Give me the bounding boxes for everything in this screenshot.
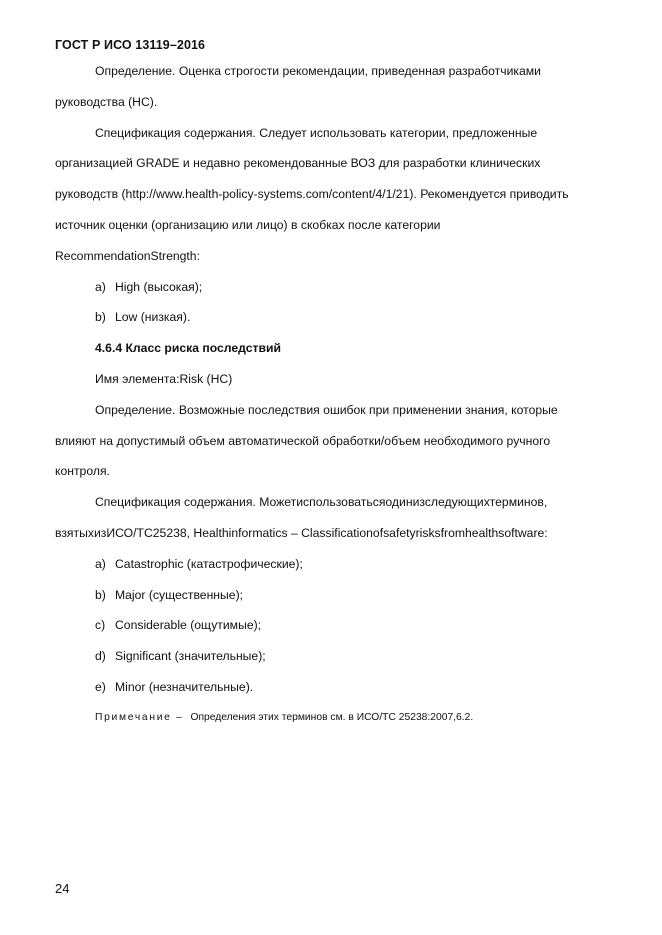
list-marker: e) [95,679,106,694]
list-item [55,610,630,641]
list-item [55,302,630,333]
spec-paragraph-line: взятыхизИСО/ТС25238, Healthinformatics – Classificationofsafetyrisksfromhealthsoftware: [55,525,548,540]
page-number: 24 [55,881,70,896]
list-item-text: Low (низкая). [115,310,191,325]
definition-paragraph-line: Определение. Возможные последствия ошибок при применении знания, которые [95,402,558,417]
note-text: Определения этих терминов см. в ИСО/ТС 25238:2007,6.2. [190,711,474,723]
list-item-text: Significant (значительные); [115,649,266,664]
note [55,703,630,733]
definition-paragraph-line: влияют на допустимый объем автоматической обработки/объем необходимого ручного [55,433,551,448]
list-item-text: Major (существенные); [115,587,244,602]
spec-paragraph-line: источник оценки (организацию или лицо) в скобках после категории [55,217,441,232]
section-heading: 4.6.4 Класс риска последствий [95,341,281,356]
spec-paragraph-line: Спецификация содержания. Можетиспользоватьсяодинизследующихтерминов, [95,495,548,510]
list-item-text: High (высокая); [115,279,203,294]
definition-continuation: руководства (НС). [55,94,158,109]
spec-paragraph-line: организацией GRADE и недавно рекомендованные ВОЗ для разработки клинических [55,156,541,171]
list-marker: d) [95,649,106,664]
list-item [55,672,630,703]
list-marker: a) [95,279,106,294]
list-marker: a) [95,556,106,571]
list-marker: b) [95,310,106,325]
definition-paragraph [55,56,630,87]
list-marker: b) [95,587,106,602]
list-item [55,580,630,611]
list-marker: c) [95,618,106,633]
text-line: Определение. Оценка строгости рекомендации, приведенная разработчиками [95,64,541,78]
element-name: Имя элемента:Risk (НС) [95,371,233,386]
list-item-text: Considerable (ощутимые); [115,618,262,633]
list-item-text: Catastrophic (катастрофические); [115,556,303,571]
definition-paragraph-line: контроля. [55,464,110,479]
list-item [55,549,630,580]
spec-paragraph-line: Спецификация содержания. Следует использовать категории, предложенные [95,125,538,140]
list-item-text: Minor (незначительные). [115,679,254,694]
list-item [55,272,630,303]
note-label: Примечание – [95,711,184,723]
spec-paragraph-line: RecommendationStrength: [55,248,200,263]
standard-header: ГОСТ Р ИСО 13119–2016 [55,38,206,52]
list-item [55,641,630,672]
spec-paragraph-line: руководств (http://www.health-policy-systems.com/content/4/1/21). Рекомендуется приводить [55,187,569,202]
document-body [55,56,630,733]
